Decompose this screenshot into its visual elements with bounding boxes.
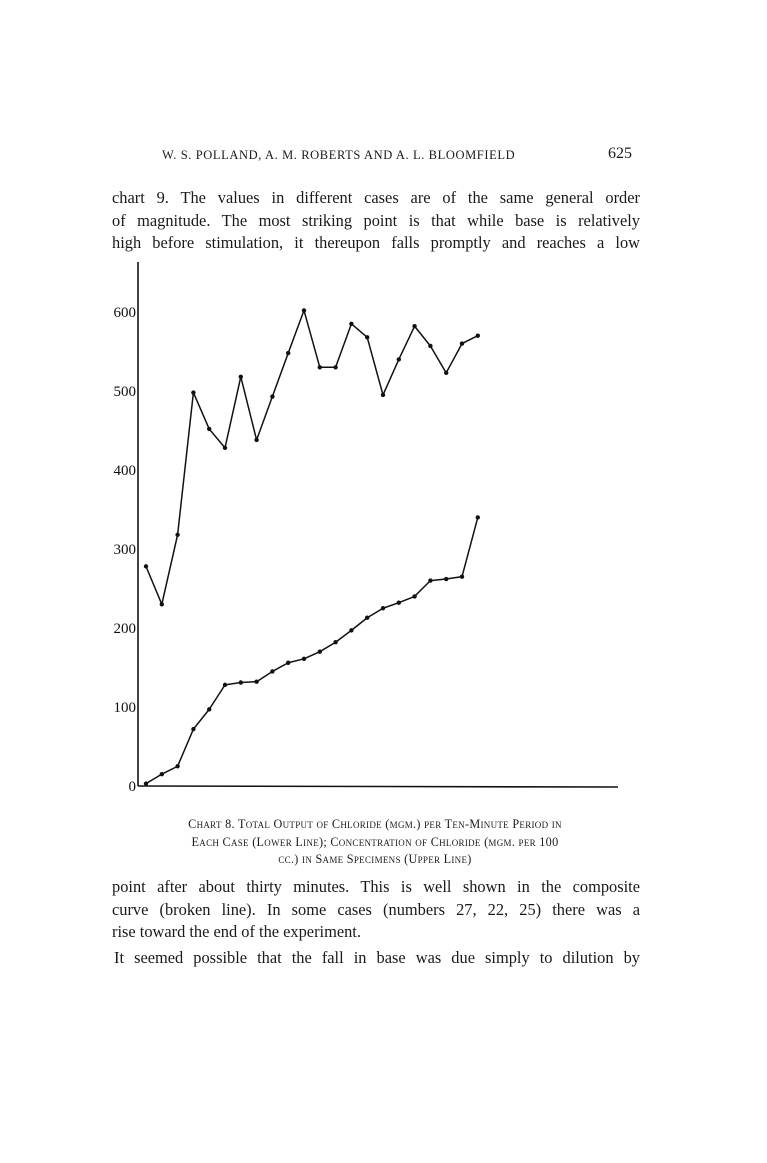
data-point [286,351,290,355]
text-line: It seemed possible that the fall in base was due simply to dilution by [114,948,640,967]
text-line: rise toward the end of the experiment. [112,922,361,942]
data-point [318,650,322,654]
data-point [302,657,306,661]
paragraph-next [112,947,640,970]
data-point [428,344,432,348]
data-point [239,680,243,684]
upper-line-series [144,308,480,606]
text-line: high before stimulation, it thereupon falls promptly and reaches a low [112,233,640,253]
series-line [146,517,478,783]
data-point [254,438,258,442]
data-point [144,564,148,568]
data-point [412,324,416,328]
y-tick-label: 400 [113,463,136,479]
data-point [444,371,448,375]
text-line: curve (broken line). In some cases (numbers 27, 22, 25) there was a [112,899,640,919]
caption-line: Each Case (Lower Line); Concentration of Chloride (mgm. per 100 [191,834,559,849]
y-tick-label: 200 [113,621,136,637]
lower-line-series [144,515,480,786]
data-point [397,357,401,361]
data-point [381,393,385,397]
data-point [333,640,337,644]
data-point [207,707,211,711]
y-tick-label: 600 [113,305,136,321]
chart-y-ticks [114,305,137,795]
data-point [349,628,353,632]
data-point [365,616,369,620]
paragraph-bottom [112,876,640,944]
y-tick-label: 100 [113,700,136,716]
data-point [365,335,369,339]
data-point [175,533,179,537]
data-point [476,334,480,338]
data-point [412,594,416,598]
data-point [428,578,432,582]
series-line [146,310,478,604]
data-point [381,606,385,610]
page-number: 625 [608,145,632,162]
data-point [223,446,227,450]
caption-line: Chart 8. Total Output of Chloride (mgm.) per Ten-Minute Period in [188,817,562,831]
chart-caption [110,816,640,869]
data-point [397,601,401,605]
data-point [191,727,195,731]
data-point [270,669,274,673]
y-tick-label: 300 [113,542,136,558]
data-point [207,427,211,431]
data-point [175,764,179,768]
data-point [349,322,353,326]
y-tick-label: 0 [128,779,136,795]
data-point [239,375,243,379]
data-point [160,772,164,776]
y-tick-label: 500 [113,384,136,400]
data-point [160,602,164,606]
text-line: point after about thirty minutes. This is well shown in the composite [112,877,640,896]
data-point [318,365,322,369]
data-point [444,577,448,581]
data-point [254,680,258,684]
chart-lines [144,308,480,786]
text-line: chart 9. The values in different cases are of the same general order [112,188,640,207]
caption-line: cc.) in Same Specimens (Upper Line) [278,852,472,866]
data-point [460,574,464,578]
data-point [460,341,464,345]
data-point [286,661,290,665]
data-point [223,683,227,687]
data-point [270,394,274,398]
data-point [333,365,337,369]
text-line: of magnitude. The most striking point is that while base is relatively [112,210,640,230]
header-authors: W. S. POLLAND, A. M. ROBERTS AND A. L. BLOOMFIELD [162,148,516,162]
data-point [191,390,195,394]
data-point [476,515,480,519]
data-point [144,781,148,785]
data-point [302,308,306,312]
x-axis-line [138,786,618,787]
